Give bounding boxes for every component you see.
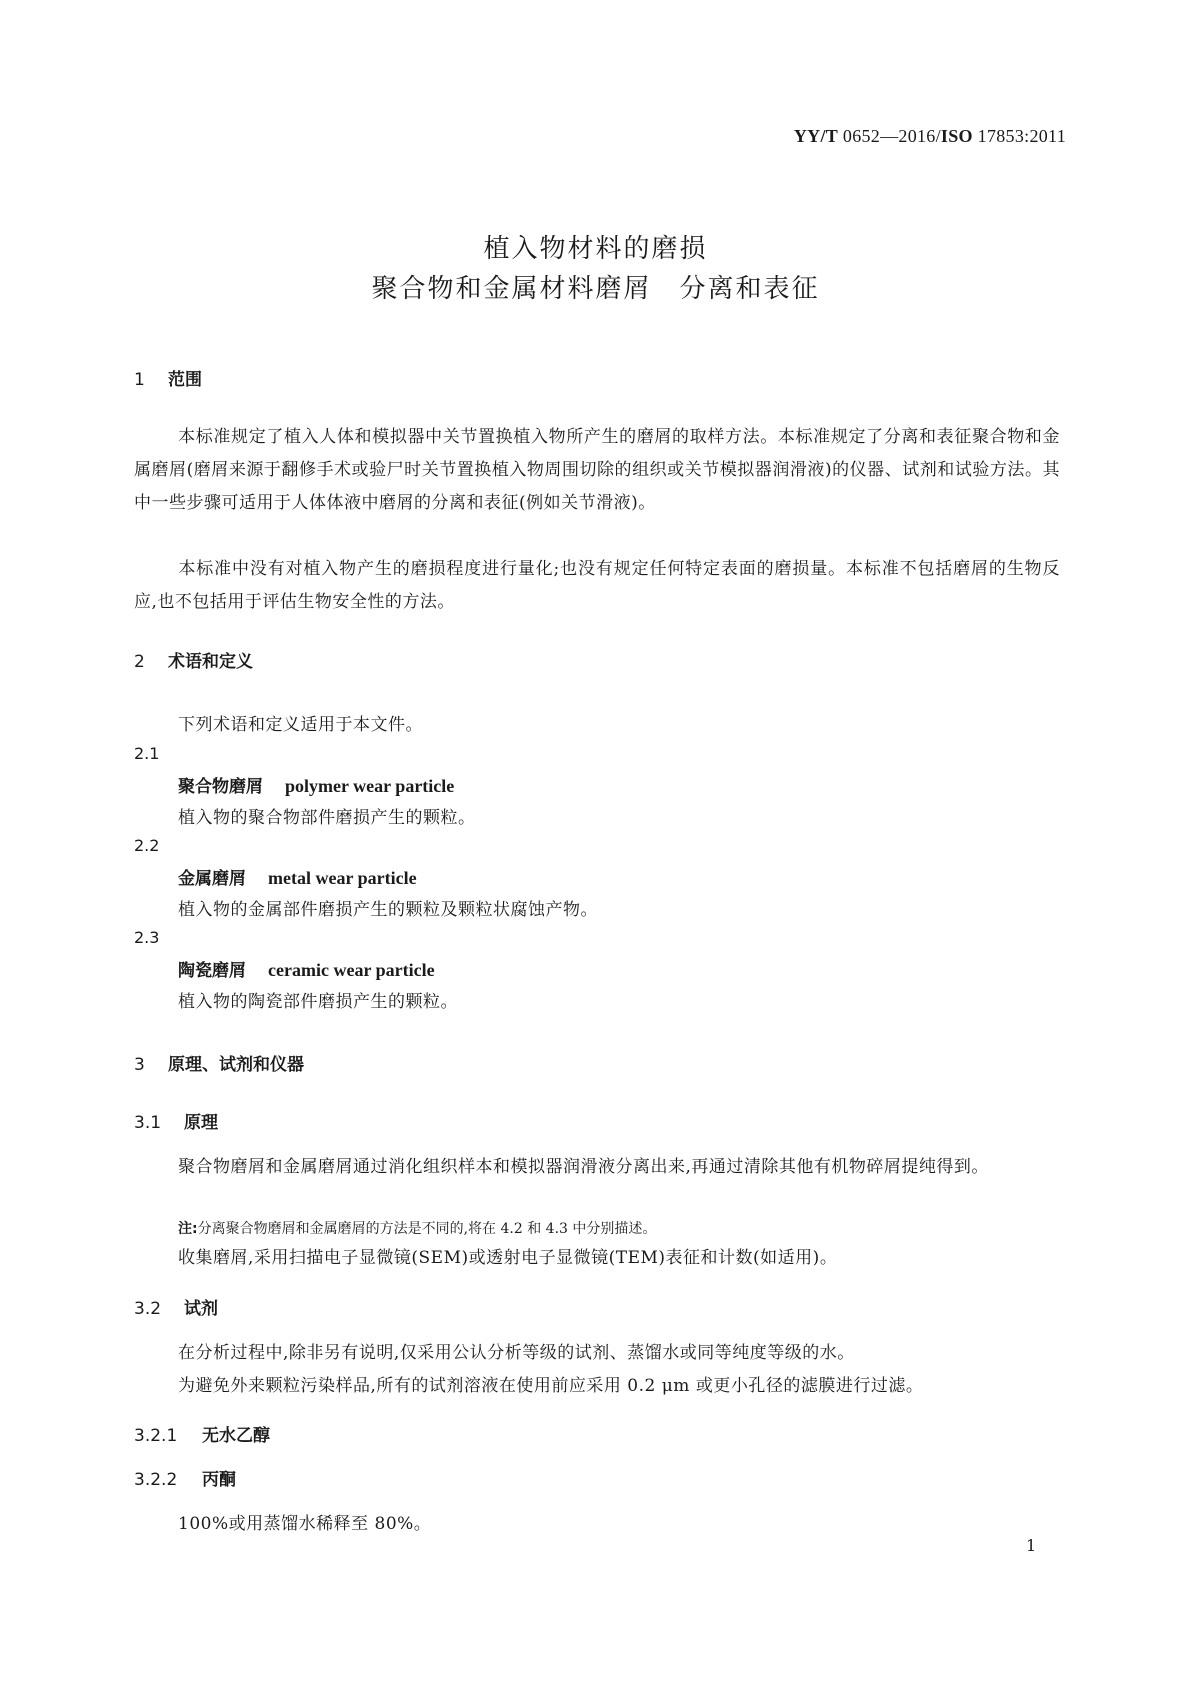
section-1-heading (134, 365, 202, 390)
subsection-3-2-heading (134, 1294, 218, 1319)
section-1-paragraph-2 (134, 553, 1060, 619)
standard-code-iso-number: 17853:2011 (977, 126, 1066, 146)
subsection-3-1-paragraph (134, 1151, 1060, 1184)
section-title: 丙酮 (202, 1470, 236, 1490)
term-number: 2.2 (134, 836, 160, 855)
section-number: 3.2.2 (134, 1470, 178, 1490)
note (178, 1218, 656, 1238)
subsection-3-1-paragraph-2: 收集磨屑,采用扫描电子显微镜(SEM)或透射电子显微镜(TEM)表征和计数(如适用)。 (178, 1248, 838, 1268)
term-en: ceramic wear particle (268, 960, 435, 980)
term-cn: 聚合物磨屑 (178, 777, 263, 797)
standard-code-prefix: YY/T (793, 126, 839, 146)
section-3-heading (134, 1050, 304, 1075)
term-name (178, 956, 435, 981)
document-title-line-1: 植入物材料的磨损 (483, 234, 708, 264)
standard-code-iso: ISO (940, 126, 973, 146)
term-definition: 植入物的金属部件磨损产生的颗粒及颗粒状腐蚀产物。 (178, 900, 598, 920)
section-1-paragraph-1 (134, 421, 1060, 520)
section-title: 术语和定义 (168, 652, 253, 672)
term-number: 2.1 (134, 744, 160, 763)
subsection-3-1-heading (134, 1108, 218, 1133)
standard-code (0, 126, 1066, 147)
term-definition: 植入物的聚合物部件磨损产生的颗粒。 (178, 808, 476, 828)
standard-code-number: 0652—2016/ (842, 126, 941, 146)
subsection-3-2-paragraph-1: 在分析过程中,除非另有说明,仅采用公认分析等级的试剂、蒸馏水或同等纯度等级的水。 (178, 1343, 855, 1363)
note-text: 分离聚合物磨屑和金属磨屑的方法是不同的,将在 4.2 和 4.3 中分别描述。 (197, 1221, 657, 1237)
section-title: 原理 (184, 1113, 218, 1133)
section-number: 3.2.1 (134, 1426, 178, 1446)
term-name (178, 864, 417, 889)
term-cn: 陶瓷磨屑 (178, 961, 246, 981)
section-title: 原理、试剂和仪器 (168, 1055, 304, 1075)
term-en: polymer wear particle (285, 776, 455, 796)
section-2-heading (134, 647, 253, 672)
section-number: 3.2 (134, 1299, 162, 1319)
section-number: 3.1 (134, 1113, 162, 1133)
section-number: 3 (134, 1055, 145, 1075)
term-number: 2.3 (134, 928, 160, 947)
section-title: 无水乙醇 (202, 1426, 270, 1446)
note-label: 注: (178, 1221, 198, 1237)
subsection-3-2-paragraph-2: 为避免外来颗粒污染样品,所有的试剂溶液在使用前应采用 0.2 μm 或更小孔径的滤膜进行过滤。 (178, 1376, 924, 1396)
section-2-intro: 下列术语和定义适用于本文件。 (178, 715, 423, 735)
subsection-3-2-2-heading (134, 1465, 236, 1490)
subsection-3-2-2-paragraph: 100%或用蒸馏水稀释至 80%。 (178, 1514, 432, 1534)
section-number: 1 (134, 370, 145, 390)
document-title-line-2: 聚合物和金属材料磨屑 分离和表征 (371, 274, 820, 304)
page-number: 1 (1026, 1536, 1037, 1555)
section-title: 试剂 (184, 1299, 218, 1319)
paragraph-text: 聚合物磨屑和金属磨屑通过消化组织样本和模拟器润滑液分离出来,再通过清除其他有机物碎屑提纯得到。 (178, 1157, 989, 1177)
section-number: 2 (134, 652, 145, 672)
subsection-3-2-1-heading (134, 1421, 270, 1446)
term-cn: 金属磨屑 (178, 869, 246, 889)
term-name (178, 772, 454, 797)
section-title: 范围 (168, 370, 202, 390)
paragraph-text: 本标准规定了植入人体和模拟器中关节置换植入物所产生的磨屑的取样方法。本标准规定了分离和表征聚合物和金属磨屑(磨屑来源于翻修手术或验尸时关节置换植入物周围切除的组织或关节模拟器润滑液)的仪器、试剂和试验方法。其中一些步骤可适用于人体体液中磨屑的分离和表征(例如关节滑液)。 (134, 427, 1060, 513)
term-definition: 植入物的陶瓷部件磨损产生的颗粒。 (178, 992, 458, 1012)
term-en: metal wear particle (268, 868, 417, 888)
paragraph-text: 本标准中没有对植入物产生的磨损程度进行量化;也没有规定任何特定表面的磨损量。本标准不包括磨屑的生物反应,也不包括用于评估生物安全性的方法。 (134, 559, 1060, 612)
